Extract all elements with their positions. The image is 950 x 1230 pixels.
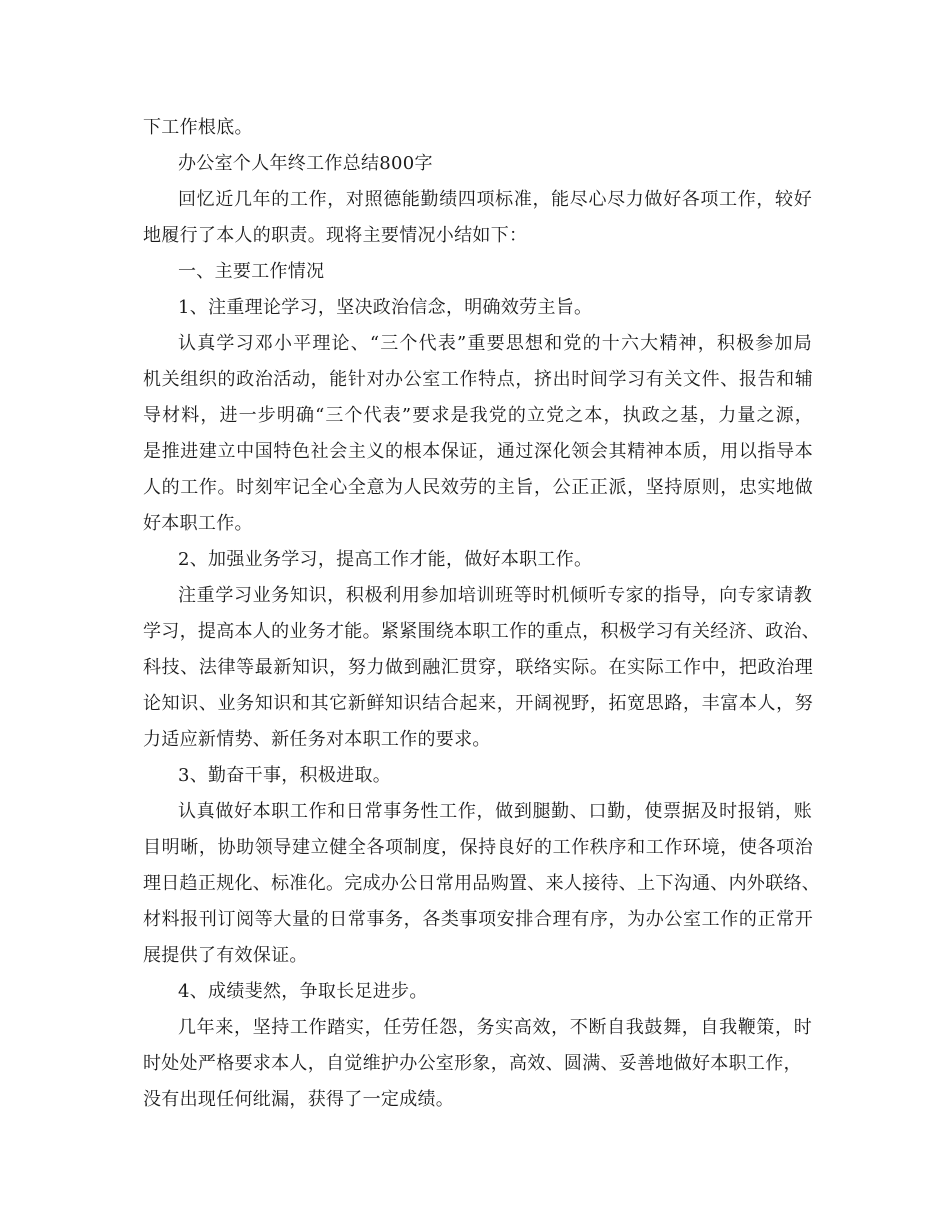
text-line: 地履行了本人的职责。现将主要情况小结如下： [143,225,528,246]
text-line: 论知识、业务知识和其它新鲜知识结合起来，开阔视野，拓宽思路，丰富本人，努 [143,693,813,714]
text-line: 注重学习业务知识，积极利用参加培训班等时机倾听专家的指导，向专家请教 [178,585,812,606]
text-line: 机关组织的政治活动，能针对办公室工作特点，挤出时间学习有关文件、报告和辅 [143,369,813,390]
text-line: 认真学习邓小平理论、“三个代表”重要思想和党的十六大精神，积极参加局 [178,333,812,354]
text-line: 下工作根底。 [143,117,253,138]
text-line: 理日趋正规化、标准化。完成办公日常用品购置、来人接待、上下沟通、内外联络、 [143,873,821,894]
text-line: 导材料，进一步明确“三个代表”要求是我党的立党之本，执政之基，力量之源， [143,405,813,426]
text-line: 材料报刊订阅等大量的日常事务，各类事项安排合理有序，为办公室工作的正常开 [143,909,813,930]
text-line: 科技、法律等最新知识，努力做到融汇贯穿，联络实际。在实际工作中，把政治理 [143,657,813,678]
subsection-heading: 4、成绩斐然，争取长足进步。 [178,981,428,1002]
text-line: 展提供了有效保证。 [143,945,308,966]
text-line: 认真做好本职工作和日常事务性工作，做到腿勤、口勤，使票据及时报销，账 [178,801,812,822]
subsection-heading: 2、加强业务学习，提高工作才能，做好本职工作。 [178,549,593,570]
text-line: 时处处严格要求本人，自觉维护办公室形象，高效、圆满、妥善地做好本职工作， [143,1053,802,1074]
text-line: 回忆近几年的工作，对照德能勤绩四项标准，能尽心尽力做好各项工作，较好 [178,189,812,210]
text-line: 力适应新情势、新任务对本职工作的要求。 [143,729,491,750]
text-line: 目明晰，协助领导建立健全各项制度，保持良好的工作秩序和工作环境，使各项治 [143,837,813,858]
text-line: 学习，提高本人的业务才能。紧紧围绕本职工作的重点，积极学习有关经济、政治、 [143,621,821,642]
text-line: 好本职工作。 [143,513,253,534]
text-line: 是推进建立中国特色社会主义的根本保证，通过深化领会其精神本质，用以指导本 [143,441,813,462]
subsection-heading: 1、注重理论学习，坚决政治信念，明确效劳主旨。 [178,297,593,318]
text-line: 没有出现任何纰漏，获得了一定成绩。 [143,1089,455,1110]
subsection-heading: 3、勤奋干事，积极进取。 [178,765,392,786]
section-heading: 一、主要工作情况 [178,261,325,282]
text-line: 人的工作。时刻牢记全心全意为人民效劳的主旨，公正正派，坚持原则，忠实地做 [143,477,813,498]
section-title: 办公室个人年终工作总结800字 [178,153,433,174]
text-line: 几年来，坚持工作踏实，任劳任怨，务实高效，不断自我鼓舞，自我鞭策，时 [178,1017,812,1038]
